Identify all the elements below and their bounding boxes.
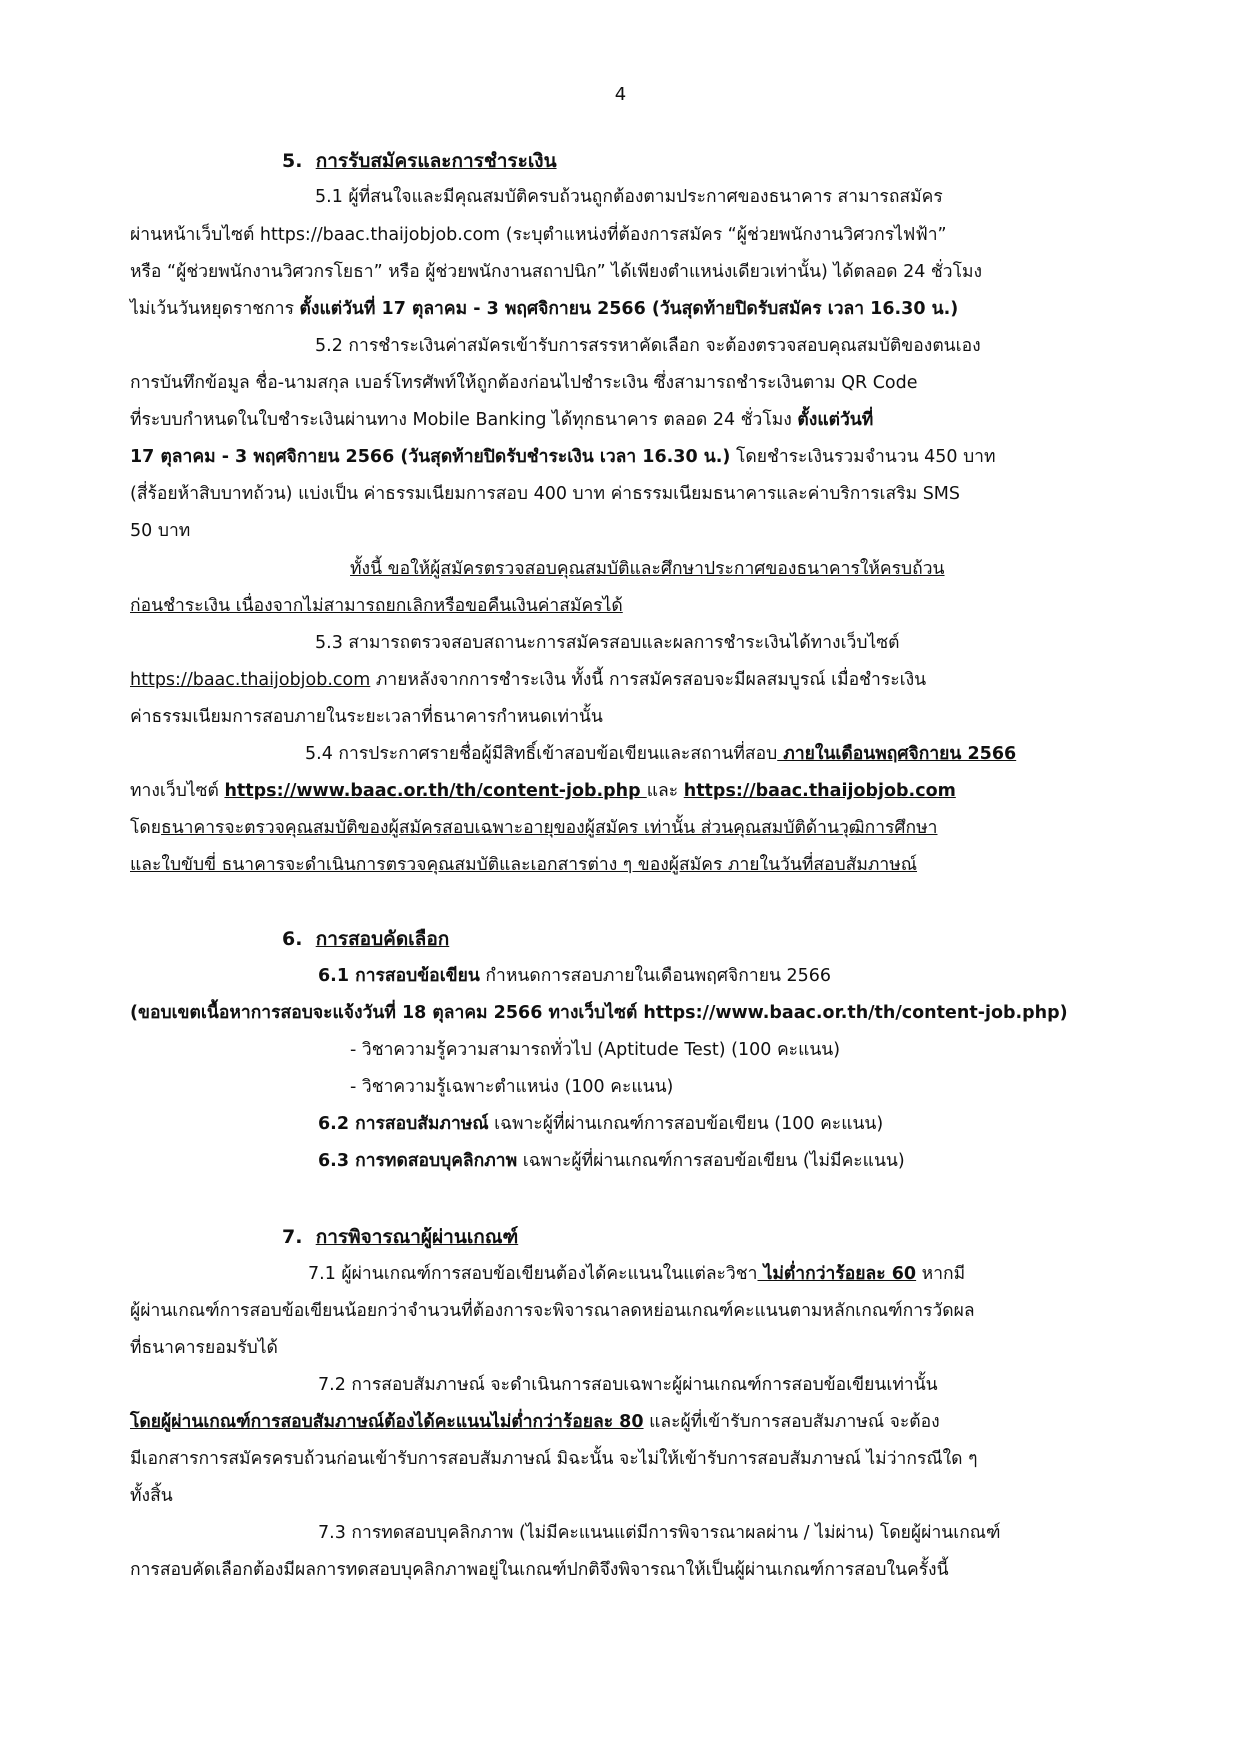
para-7-1-line <box>308 1261 965 1287</box>
para-5-3-line <box>130 667 926 693</box>
para-5-2-line <box>130 407 873 433</box>
section-5-title: การรับสมัครและการชำระเงิน <box>315 150 557 172</box>
para-5-1-line: ผ่านหน้าเว็บไซต์ https://baac.thaijobjob.com (ระบุตำแหน่งที่ต้องการสมัคร “ผู้ช่วยพนักงานวิศวกรไฟฟ้า” <box>130 225 947 245</box>
list-item: - วิชาความรู้เฉพาะตำแหน่ง (100 คะแนน) <box>350 1077 674 1097</box>
para-7-2-line <box>130 1409 940 1435</box>
payment-note: ก่อนชำระเงิน เนื่องจากไม่สามารถยกเลิกหรือขอคืนเงินค่าสมัครได้ <box>130 596 623 616</box>
text: และผู้ที่เข้ารับการสอบสัมภาษณ์ จะต้อง <box>643 1412 940 1432</box>
payment-period-start: ตั้งแต่วันที่ <box>797 410 874 430</box>
text: ทางเว็บไซต์ <box>130 781 225 801</box>
para-5-2-line: (สี่ร้อยห้าสิบบาทถ้วน) แบ่งเป็น ค่าธรรมเนียมการสอบ 400 บาท ค่าธรรมเนียมธนาคารและค่าบริการเสริม SMS <box>130 484 961 504</box>
text: เฉพาะผู้ที่ผ่านเกณฑ์การสอบข้อเขียน (ไม่มีคะแนน) <box>517 1151 905 1171</box>
para-5-2-line: 50 บาท <box>130 521 191 541</box>
para-5-1-line: หรือ “ผู้ช่วยพนักงานวิศวกรโยธา” หรือ ผู้ช่วยพนักงานสถาปนิก” ได้เพียงตำแหน่งเดียวเท่านั้น) ได้ตลอด 24 ชั่วโมง <box>130 262 983 282</box>
para-7-1-line: ผู้ผ่านเกณฑ์การสอบข้อเขียนน้อยกว่าจำนวนที่ต้องการจะพิจารณาลดหย่อนเกณฑ์คะแนนตามหลักเกณฑ์การวัดผล <box>130 1301 975 1321</box>
text: เฉพาะผู้ที่ผ่านเกณฑ์การสอบข้อเขียน (100 คะแนน) <box>488 1114 884 1134</box>
text: ไม่เว้นวันหยุดราชการ <box>130 299 300 319</box>
para-5-3-line: ค่าธรรมเนียมการสอบภายในระยะเวลาที่ธนาคารกำหนดเท่านั้น <box>130 707 603 727</box>
para-5-1-line: 5.1 ผู้ที่สนใจและมีคุณสมบัติครบถ้วนถูกต้องตามประกาศของธนาคาร สามารถสมัคร <box>315 187 943 207</box>
para-7-2-line: มีเอกสารการสมัครครบถ้วนก่อนเข้ารับการสอบสัมภาษณ์ มิฉะนั้น จะไม่ให้เข้ารับการสอบสัมภาษณ์ ไม่ว่ากรณีใด ๆ <box>130 1449 978 1469</box>
para-5-2-line: 5.2 การชำระเงินค่าสมัครเข้ารับการสรรหาคัดเลือก จะต้องตรวจสอบคุณสมบัติของตนเอง <box>315 336 981 356</box>
para-5-3-line: 5.3 สามารถตรวจสอบสถานะการสมัครสอบและผลการชำระเงินได้ทางเว็บไซต์ <box>315 633 900 653</box>
para-5-2-line: การบันทึกข้อมูล ชื่อ-นามสกุล เบอร์โทรศัพท์ให้ถูกต้องก่อนไปชำระเงิน ซึ่งสามารถชำระเงินตาม QR Code <box>130 373 918 393</box>
threshold: โดยผู้ผ่านเกณฑ์การสอบสัมภาษณ์ต้องได้คะแนนไม่ต่ำกว่าร้อยละ 80 <box>130 1412 644 1432</box>
payment-period: 17 ตุลาคม - 3 พฤศจิกายน 2566 (วันสุดท้ายปิดรับชำระเงิน เวลา 16.30 น.) <box>130 447 731 467</box>
item-label: 6.2 การสอบสัมภาษณ์ <box>318 1114 489 1134</box>
text: หากมี <box>916 1264 966 1284</box>
item-label: 6.1 การสอบข้อเขียน <box>318 966 480 986</box>
text: 7.1 ผู้ผ่านเกณฑ์การสอบข้อเขียนต้องได้คะแนนในแต่ละวิชา <box>308 1264 758 1284</box>
application-period: ตั้งแต่วันที่ 17 ตุลาคม - 3 พฤศจิกายน 2566 (วันสุดท้ายปิดรับสมัคร เวลา 16.30 น.) <box>299 299 959 319</box>
text: โดยชำระเงินรวมจำนวน 450 บาท <box>730 447 996 467</box>
item-label: 6.3 การทดสอบบุคลิกภาพ <box>318 1151 518 1171</box>
website-link[interactable]: https://www.baac.or.th/th/content-job.php <box>224 781 647 801</box>
para-7-3-line: การสอบคัดเลือกต้องมีผลการทดสอบบุคลิกภาพอยู่ในเกณฑ์ปกติจึงพิจารณาให้เป็นผู้ผ่านเกณฑ์การสอบในครั้งนี้ <box>130 1560 949 1580</box>
text: กำหนดการสอบภายในเดือนพฤศจิกายน 2566 <box>479 966 832 986</box>
text: 5.4 การประกาศรายชื่อผู้มีสิทธิ์เข้าสอบข้อเขียนและสถานที่สอบ <box>305 744 778 764</box>
text: ภายหลังจากการชำระเงิน ทั้งนี้ การสมัครสอบจะมีผลสมบูรณ์ เมื่อชำระเงิน <box>370 670 927 690</box>
announcement-period: ภายในเดือนพฤศจิกายน 2566 <box>777 744 1017 764</box>
para-7-3-line: 7.3 การทดสอบบุคลิกภาพ (ไม่มีคะแนนแต่มีการพิจารณาผลผ่าน / ไม่ผ่าน) โดยผู้ผ่านเกณฑ์ <box>318 1523 1001 1543</box>
item-6-3 <box>318 1148 905 1174</box>
section-6-title: การสอบคัดเลือก <box>315 928 450 950</box>
section-6-heading <box>282 926 449 952</box>
payment-note: ทั้งนี้ ขอให้ผู้สมัครตรวจสอบคุณสมบัติและศึกษาประกาศของธนาคารให้ครบถ้วน <box>350 559 945 579</box>
text: โดย <box>130 818 162 838</box>
para-5-4-line <box>305 741 1016 767</box>
section-5-number: 5. <box>282 150 303 172</box>
para-5-1-line <box>130 296 958 322</box>
item-6-2 <box>318 1111 883 1137</box>
section-7-number: 7. <box>282 1226 303 1248</box>
item-6-1 <box>318 963 831 989</box>
underlined-text: ธนาคารจะตรวจคุณสมบัติของผู้สมัครสอบเฉพาะอายุของผู้สมัคร เท่านั้น ส่วนคุณสมบัติด้านวุฒิการศึกษา <box>161 818 938 838</box>
para-5-4-line <box>130 815 937 841</box>
page-number: 4 <box>614 84 627 105</box>
section-5-heading <box>282 148 557 174</box>
para-7-1-line: ที่ธนาคารยอมรับได้ <box>130 1338 278 1358</box>
para-7-2-line: ทั้งสิ้น <box>130 1486 173 1506</box>
para-5-2-line <box>130 444 996 470</box>
text: และ <box>646 781 684 801</box>
section-6-number: 6. <box>282 928 303 950</box>
section-7-heading <box>282 1224 518 1250</box>
website-link[interactable]: https://baac.thaijobjob.com <box>683 781 956 801</box>
list-item: - วิชาความรู้ความสามารถทั่วไป (Aptitude Test) (100 คะแนน) <box>350 1040 841 1060</box>
para-5-4-line <box>130 778 956 804</box>
para-5-4-line: และใบขับขี่ ธนาคารจะดำเนินการตรวจคุณสมบัติและเอกสารต่าง ๆ ของผู้สมัคร ภายในวันที่สอบสัมภาษณ์ <box>130 855 918 875</box>
exam-scope-note: (ขอบเขตเนื้อหาการสอบจะแจ้งวันที่ 18 ตุลาคม 2566 ทางเว็บไซต์ https://www.baac.or.th/th/content-job.php) <box>130 1003 1068 1023</box>
website-link[interactable]: https://baac.thaijobjob.com <box>130 670 371 690</box>
section-7-title: การพิจารณาผู้ผ่านเกณฑ์ <box>315 1226 519 1248</box>
threshold: ไม่ต่ำกว่าร้อยละ 60 <box>757 1264 917 1284</box>
para-7-2-line: 7.2 การสอบสัมภาษณ์ จะดำเนินการสอบเฉพาะผู้ผ่านเกณฑ์การสอบข้อเขียนเท่านั้น <box>318 1375 938 1395</box>
text: ที่ระบบกำหนดในใบชำระเงินผ่านทาง Mobile Banking ได้ทุกธนาคาร ตลอด 24 ชั่วโมง <box>130 410 798 430</box>
